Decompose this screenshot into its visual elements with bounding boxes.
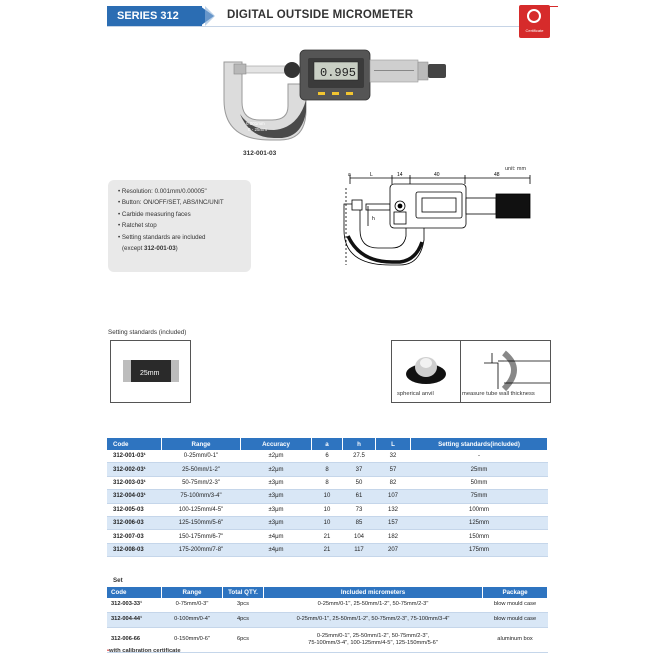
- cell-a: 21: [312, 543, 343, 556]
- spec-table-header: [107, 438, 548, 450]
- cell-range: 50-75mm/2-3": [162, 476, 241, 489]
- features-list: [118, 186, 245, 243]
- feature-item: • Ratchet stop: [118, 220, 245, 231]
- dim-a: a: [348, 172, 351, 178]
- unit-label: unit: mm: [505, 166, 527, 172]
- setting-standard-image: [111, 341, 190, 402]
- table-row: [107, 503, 548, 516]
- col-total-qty: Total QTY.: [223, 587, 264, 598]
- standard-length-text: 25mm: [140, 370, 160, 377]
- cell-L: 57: [376, 463, 411, 476]
- cell-range: 0-25mm/0-1": [162, 450, 241, 463]
- cell-setting: 50mm: [411, 476, 548, 489]
- cell-L: 157: [376, 516, 411, 529]
- certificate-flag: [548, 6, 558, 7]
- col-code: Code: [107, 587, 162, 598]
- cell-L: 82: [376, 476, 411, 489]
- included-line: 0-25mm/0-1", 25-50mm/1-2", 50-75mm/2-3",: [316, 632, 430, 639]
- col-code: Code: [107, 438, 162, 450]
- certificate-icon: [527, 9, 541, 23]
- col-range: Range: [162, 438, 241, 450]
- series-label: SERIES 312: [107, 6, 202, 26]
- series-arrow-shadow: [205, 6, 215, 26]
- table-row: [107, 543, 548, 556]
- certificate-label: Certificate: [525, 28, 544, 33]
- cell-accuracy: ±4μm: [241, 543, 312, 556]
- cell-h: 27.5: [343, 450, 376, 463]
- cell-code: 312-008-03: [107, 543, 162, 556]
- cell-code: 312-001-03¹: [107, 450, 162, 463]
- cell-code: 312-004-03¹: [107, 490, 162, 503]
- cell-accuracy: ±4μm: [241, 530, 312, 543]
- cell-included: 0-25mm/0-1", 25-50mm/1-2", 50-75mm/2-3": [264, 598, 483, 613]
- page-title: DIGITAL OUTSIDE MICROMETER: [227, 9, 414, 21]
- cell-package: blow mould case: [483, 613, 548, 628]
- cell-range: 75-100mm/3-4": [162, 490, 241, 503]
- table-row: [107, 450, 548, 463]
- technical-drawing: [330, 170, 535, 270]
- micrometer-image: [210, 40, 455, 152]
- cell-a: 10: [312, 503, 343, 516]
- cell-package: blow mould case: [483, 598, 548, 613]
- cell-accuracy: ±3μm: [241, 476, 312, 489]
- cell-code: 312-005-03: [107, 503, 162, 516]
- cell-code: 312-006-03: [107, 516, 162, 529]
- set-table-header: [107, 587, 548, 598]
- cell-setting: 25mm: [411, 463, 548, 476]
- cell-a: 8: [312, 463, 343, 476]
- cell-range: 125-150mm/5-6": [162, 516, 241, 529]
- cell-range: 150-175mm/6-7": [162, 530, 241, 543]
- table-row: [107, 598, 548, 613]
- setting-standards-label: Setting standards (included): [108, 329, 187, 336]
- lcd-display: 0.995: [320, 66, 357, 80]
- col-package: Package: [483, 587, 548, 598]
- cell-code: 312-006-66: [107, 628, 162, 653]
- dim-h: h: [372, 216, 375, 222]
- cell-code: 312-003-03¹: [107, 476, 162, 489]
- feature-item: • Setting standards are included: [118, 232, 245, 243]
- cell-setting: 100mm: [411, 503, 548, 516]
- table-row: [107, 530, 548, 543]
- setting-standard-box: [110, 340, 191, 403]
- cell-setting: 125mm: [411, 516, 548, 529]
- cell-setting: 175mm: [411, 543, 548, 556]
- cell-code: 312-007-03: [107, 530, 162, 543]
- cell-setting: 150mm: [411, 530, 548, 543]
- cell-h: 37: [343, 463, 376, 476]
- cell-range: 0-75mm/0-3": [162, 598, 223, 613]
- feature-item: • Button: ON/OFF/SET, ABS/INC/UNIT: [118, 197, 245, 208]
- cell-L: 132: [376, 503, 411, 516]
- cell-L: 32: [376, 450, 411, 463]
- cell-L: 182: [376, 530, 411, 543]
- cell-a: 10: [312, 516, 343, 529]
- cell-L: 107: [376, 490, 411, 503]
- cell-range: 100-125mm/4-5": [162, 503, 241, 516]
- footnote: •with calibration certificate: [107, 648, 181, 654]
- cell-range: 0-150mm/0-6": [162, 628, 223, 653]
- cell-setting: -: [411, 450, 548, 463]
- cell-range: 25-50mm/1-2": [162, 463, 241, 476]
- cell-h: 85: [343, 516, 376, 529]
- cell-L: 207: [376, 543, 411, 556]
- cell-accuracy: ±2μm: [241, 463, 312, 476]
- set-table: [107, 587, 548, 653]
- cell-qty: 6pcs: [223, 628, 264, 653]
- cell-setting: 75mm: [411, 490, 548, 503]
- dim-48: 48: [494, 172, 500, 178]
- cell-h: 61: [343, 490, 376, 503]
- cell-package: aluminum box: [483, 628, 548, 653]
- frame-resolution-text: 0.001mm: [246, 121, 265, 126]
- cell-code: 312-004-44¹: [107, 613, 162, 628]
- table-row: [107, 463, 548, 476]
- features-box: [108, 180, 251, 272]
- cell-included: [264, 628, 483, 653]
- dim-14: 14: [397, 172, 403, 178]
- product-code: 312-001-03: [243, 150, 277, 157]
- cell-qty: 3pcs: [223, 598, 264, 613]
- col-a: a: [312, 438, 343, 450]
- col-range: Range: [162, 587, 223, 598]
- cell-code: 312-002-03¹: [107, 463, 162, 476]
- spec-table: [107, 438, 548, 557]
- feature-item: • Resolution: 0.001mm/0.00005": [118, 186, 245, 197]
- frame-range-text: 0 - 25mm: [248, 127, 268, 132]
- table-row: [107, 476, 548, 489]
- dim-L: L: [370, 172, 373, 178]
- accessory-divider: [460, 340, 461, 403]
- cell-qty: 4pcs: [223, 613, 264, 628]
- included-line: 75-100mm/3-4", 100-125mm/4-5", 125-150mm/5-6": [308, 640, 438, 646]
- cell-h: 117: [343, 543, 376, 556]
- col-accuracy: Accuracy: [241, 438, 312, 450]
- cell-included: 0-25mm/0-1", 25-50mm/1-2", 50-75mm/2-3", 75-100mm/3-4": [264, 613, 483, 628]
- cell-h: 104: [343, 530, 376, 543]
- cell-accuracy: ±2μm: [241, 450, 312, 463]
- col-L: L: [376, 438, 411, 450]
- cell-h: 50: [343, 476, 376, 489]
- col-setting-standards: Setting standards(included): [411, 438, 548, 450]
- table-row: [107, 516, 548, 529]
- cell-accuracy: ±3μm: [241, 490, 312, 503]
- cell-accuracy: ±3μm: [241, 503, 312, 516]
- table-row: [107, 490, 548, 503]
- cell-a: 10: [312, 490, 343, 503]
- set-heading: Set: [113, 577, 123, 584]
- caption-spherical-anvil: spherical anvil: [397, 391, 434, 397]
- cell-accuracy: ±3μm: [241, 516, 312, 529]
- table-row: [107, 613, 548, 628]
- col-h: h: [343, 438, 376, 450]
- caption-tube-wall: measure tube wall thickness: [462, 391, 535, 397]
- cell-a: 6: [312, 450, 343, 463]
- cell-code: 312-003-33¹: [107, 598, 162, 613]
- feature-note: (except 312-001-03): [122, 245, 178, 253]
- feature-item: • Carbide measuring faces: [118, 209, 245, 220]
- cell-a: 21: [312, 530, 343, 543]
- cell-a: 8: [312, 476, 343, 489]
- footnote-marker: •: [107, 648, 110, 654]
- dim-40: 40: [434, 172, 440, 178]
- col-included-micrometers: Included micrometers: [264, 587, 483, 598]
- cell-range: 175-200mm/7-8": [162, 543, 241, 556]
- header-divider: [107, 26, 547, 27]
- cell-h: 73: [343, 503, 376, 516]
- cell-range: 0-100mm/0-4": [162, 613, 223, 628]
